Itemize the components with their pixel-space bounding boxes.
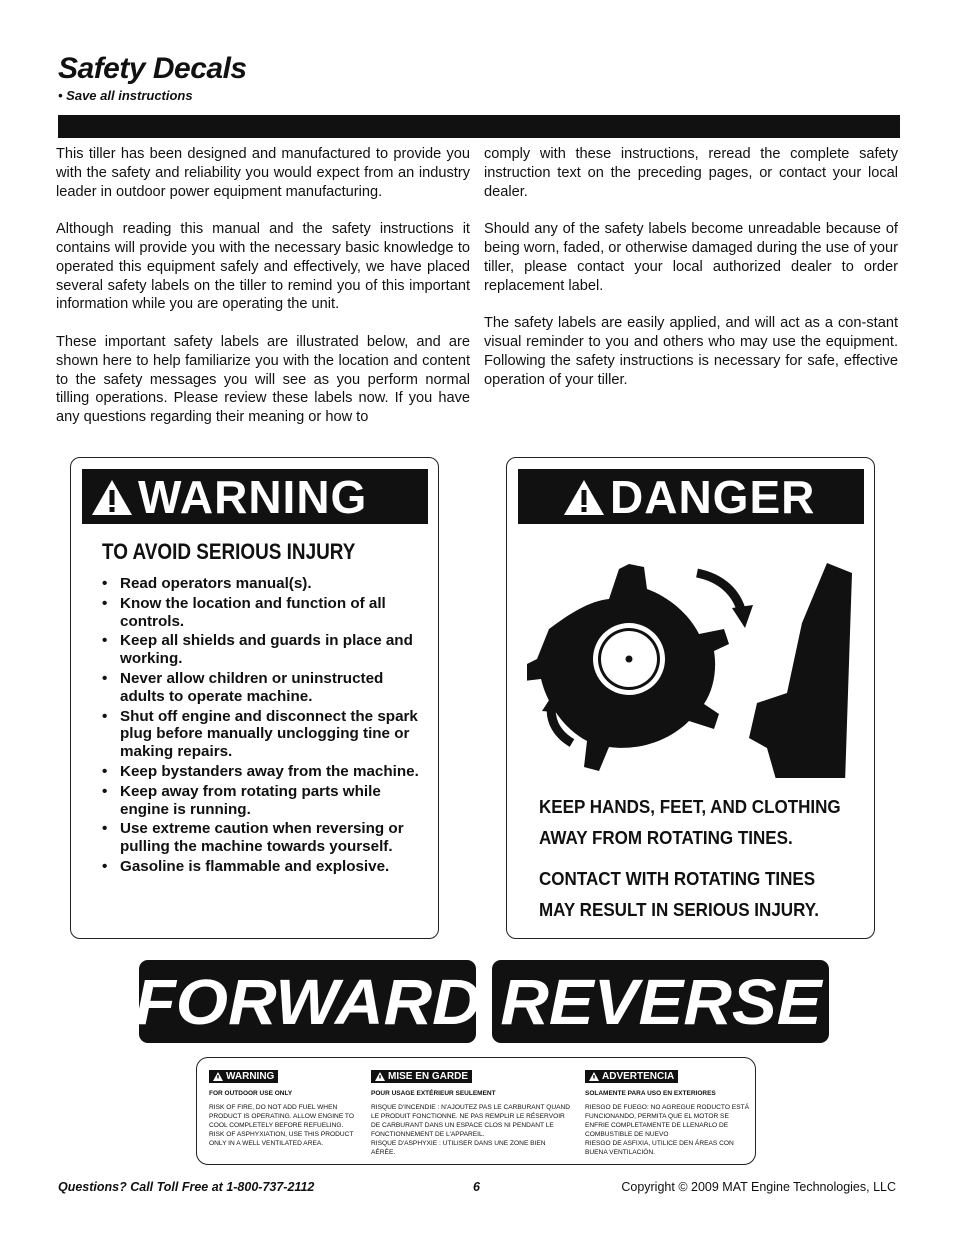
fuel-warning-sub: SOLAMENTE PARA USO EN EXTERIORES bbox=[585, 1090, 716, 1097]
intro-paragraph: The safety labels are easily applied, and will act as a con-stant visual reminder to you and others who may use the equipment. Following the safety instructions is necessary for safe, effective operation of your tiller. bbox=[484, 315, 898, 388]
intro-paragraph: Should any of the safety labels become unreadable because of being worn, faded, or otherwise damaged during the use of your tiller, please contact your local authorized dealer to order replacement label. bbox=[484, 221, 898, 294]
fuel-warning-french bbox=[371, 1068, 571, 1157]
intro-left-column bbox=[56, 145, 470, 446]
fuel-warning-sub: FOR OUTDOOR USE ONLY bbox=[209, 1090, 293, 1097]
section-divider-bar bbox=[58, 115, 900, 138]
intro-paragraph: These important safety labels are illustrated below, and are shown here to help familiarize you with the location and content to the safety messages you will see as you perform normal tilling operations. Please review these labels now. If you have any questions regarding their meaning or how to bbox=[56, 333, 470, 426]
list-item: • Keep away from rotating parts while engine is running. bbox=[102, 783, 432, 819]
footer-phone: Questions? Call Toll Free at 1-800-737-2112 bbox=[58, 1180, 315, 1194]
list-item: • Use extreme caution when reversing or pulling the machine towards yourself. bbox=[102, 820, 432, 856]
warning-decal-title: WARNING bbox=[138, 470, 368, 523]
danger-decal-message-1: KEEP HANDS, FEET, AND CLOTHING AWAY FROM ROTATING TINES. bbox=[539, 796, 841, 848]
page-subtitle: • Save all instructions bbox=[58, 88, 193, 103]
warning-triangle-icon bbox=[589, 1072, 599, 1081]
warning-triangle-icon bbox=[375, 1072, 385, 1081]
list-item: • Keep all shields and guards in place and working. bbox=[102, 632, 432, 668]
list-item: • Read operators manual(s). bbox=[102, 575, 432, 593]
list-item: • Shut off engine and disconnect the spark plug before manually unclogging tine or making repairs. bbox=[102, 708, 432, 761]
intro-paragraph: comply with these instructions, reread the complete safety instruction text on the preceding pages, or contact your local dealer. bbox=[484, 146, 898, 200]
forward-label: FORWARD bbox=[134, 965, 481, 1038]
forward-decal bbox=[134, 960, 481, 1043]
danger-decal-title: DANGER bbox=[610, 470, 816, 523]
warning-decal-list bbox=[102, 575, 432, 878]
reverse-decal bbox=[492, 960, 829, 1043]
list-item: • Gasoline is flammable and explosive. bbox=[102, 858, 432, 876]
warning-decal-header bbox=[82, 469, 428, 524]
fuel-warning-english bbox=[209, 1068, 369, 1148]
warning-decal-heading: TO AVOID SERIOUS INJURY bbox=[102, 539, 356, 564]
list-item: • Keep bystanders away from the machine. bbox=[102, 763, 432, 781]
fuel-warning-spanish bbox=[585, 1068, 750, 1157]
intro-right-column bbox=[484, 145, 898, 408]
list-item: • Know the location and function of all controls. bbox=[102, 595, 432, 631]
intro-paragraph: This tiller has been designed and manufactured to provide you with the safety and reliability you would expect from an industry leader in outdoor power equipment manufacturing. bbox=[56, 146, 470, 200]
fuel-warning-header: WARNING bbox=[209, 1070, 278, 1083]
intro-paragraph: Although reading this manual and the safety instructions it contains will provide you with the necessary basic knowledge to operated this equipment safely and effectively, we have placed several safety labels on the tiller to remind you of this important information while you are operating the unit. bbox=[56, 221, 470, 313]
fuel-warning-decal bbox=[196, 1057, 756, 1165]
warning-decal bbox=[70, 457, 439, 939]
fuel-warning-sub: POUR USAGE EXTÉRIEUR SEULEMENT bbox=[371, 1090, 496, 1097]
fuel-warning-body: RISQUE D'INCENDIE : N'AJOUTEZ PAS LE CARBURANT QUAND LE PRODUIT FONCTIONNE. NE PAS REMPLIR LE RÉSERVOIR DE CARBURANT DANS UN ESPACE CLOS NI PENDANT LE FONCTIONNEMENT DE L'APPAREIL. RISQUE D'ASPHYXIE : UTILISER DANS UNE ZONE BIEN AÉRÉE. bbox=[371, 1104, 571, 1156]
warning-triangle-icon bbox=[562, 477, 606, 517]
warning-triangle-icon bbox=[213, 1072, 223, 1081]
page-number: 6 bbox=[473, 1180, 480, 1194]
danger-decal-message-2: CONTACT WITH ROTATING TINES MAY RESULT IN SERIOUS INJURY. bbox=[539, 868, 819, 920]
danger-decal-header bbox=[518, 469, 864, 524]
warning-triangle-icon bbox=[90, 477, 134, 517]
footer-copyright: Copyright © 2009 MAT Engine Technologies, LLC bbox=[621, 1180, 896, 1194]
list-item: • Never allow children or uninstructed adults to operate machine. bbox=[102, 670, 432, 706]
fuel-warning-header: MISE EN GARDE bbox=[371, 1070, 472, 1083]
fuel-warning-header: ADVERTENCIA bbox=[585, 1070, 678, 1083]
fuel-warning-body: RISK OF FIRE, DO NOT ADD FUEL WHEN PRODUCT IS OPERATING. ALLOW ENGINE TO COOL COMPLETELY BEFORE REFUELING. RISK OF ASPHYXIATION, USE THIS PRODUCT ONLY IN A WELL VENTILATED AREA. bbox=[209, 1104, 354, 1147]
fuel-warning-body: RIESGO DE FUEGO: NO AGREGUE RODUCTO ESTÁ FUNCIONANDO, PERMITA QUE EL MOTOR SE ENFRIE COMPLETAMENTE DE LLENARLO DE COMBUSTIBLE DE NUEVO RIESGO DE ASFIXIA, UTILICE DEN ÁREAS CON BUENA VENTILACIÓN. bbox=[585, 1104, 750, 1156]
rotating-tine-hazard-icon bbox=[527, 553, 857, 778]
page-title: Safety Decals bbox=[58, 52, 247, 85]
danger-decal bbox=[506, 457, 875, 939]
reverse-label: REVERSE bbox=[499, 965, 822, 1038]
